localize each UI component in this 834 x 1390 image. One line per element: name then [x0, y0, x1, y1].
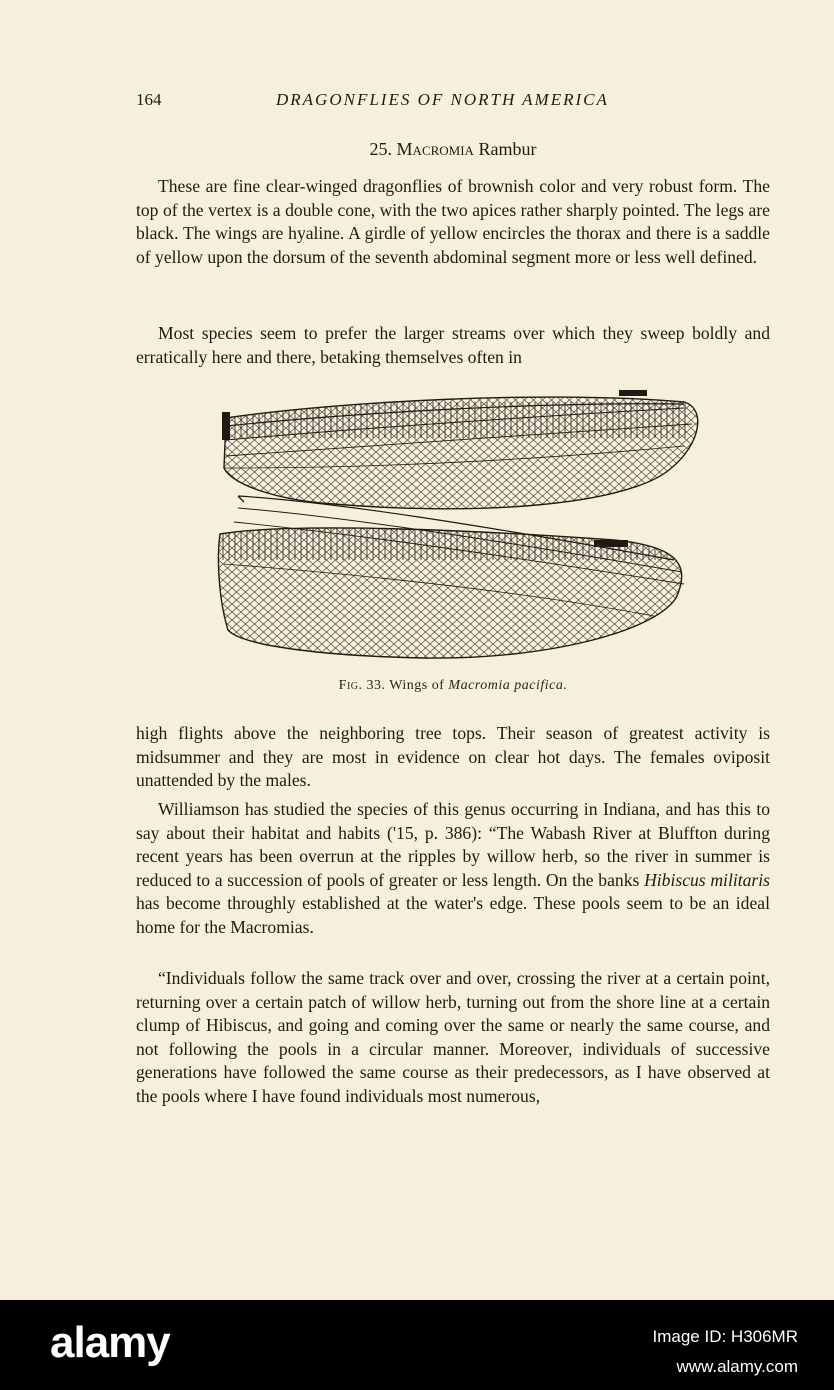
site-url: www.alamy.com: [676, 1357, 798, 1376]
section-title: [136, 139, 770, 160]
paragraph-williamson: [136, 798, 770, 939]
caption-text: Wings of: [389, 678, 445, 693]
paragraph-habits: Most species seem to prefer the larger streams over which they sweep boldly and erratically here and there, betaking themselves often in: [136, 323, 770, 367]
hibiscus-species: Hibiscus militaris: [644, 869, 770, 890]
footer-meta: [653, 1322, 799, 1382]
running-title: DRAGONFLIES OF NORTH AMERICA: [276, 90, 609, 109]
paragraph-description: These are fine clear-winged dragonflies of brownish color and very robust form. The top of the vertex is a double cone, with the two apices rather sharply pointed. The legs are black. The wings are hyaline. A girdle of yellow encircles the thorax and there is a saddle of yellow upon the dorsum of the seventh abdominal segment more or less well defined.: [136, 176, 770, 267]
section-number: 25.: [369, 139, 393, 159]
image-id: Image ID: H306MR: [652, 1327, 798, 1346]
paragraph-season: high flights above the neighboring tree tops. Their season of greatest activity is midsummer and they are most in evidence on clear hot days. The females oviposit unattended by the males.: [136, 723, 770, 790]
caption-species: Macromia pacifica.: [448, 678, 568, 693]
figure-caption: [136, 678, 770, 694]
williamson-text-a: Williamson has studied the species of this genus occurring in Indiana, and has this to say about their habitat and habits ('15, p. 386): “The Wabash River at Bluffton during recent years has been overrun at the ripples by willow herb, so the river in summer is reduced to a succession of pools of greater or less length. On the banks: [136, 799, 770, 890]
hindwing: [218, 496, 690, 658]
wings-figure: [214, 384, 700, 664]
genus-name: Macromia: [396, 139, 474, 159]
forewing: [222, 390, 698, 509]
paragraph-individuals: “Individuals follow the same track over and over, crossing the river at a certain point, returning over a certain patch of willow herb, turning out from the shore line at a certain clump of Hibiscus, and going and coming over the same or nearly the same course, and not following the pools in a circular manner. Moreover, individuals of successive generations have followed the same course as their predecessors, as I have observed at the pools where I have found individuals most numerous,: [136, 968, 770, 1106]
forewing-stigma: [619, 390, 647, 396]
page-header: [136, 90, 770, 114]
page-number: 164: [136, 90, 162, 109]
hindwing-stigma: [594, 540, 628, 547]
williamson-text-b: has become throughly established at the water's edge. These pools seem to be an ideal home for the Macromias.: [136, 893, 770, 937]
genus-author: Rambur: [478, 139, 537, 159]
figure-label: Fig. 33.: [338, 678, 386, 693]
alamy-logo: alamy: [50, 1318, 170, 1367]
